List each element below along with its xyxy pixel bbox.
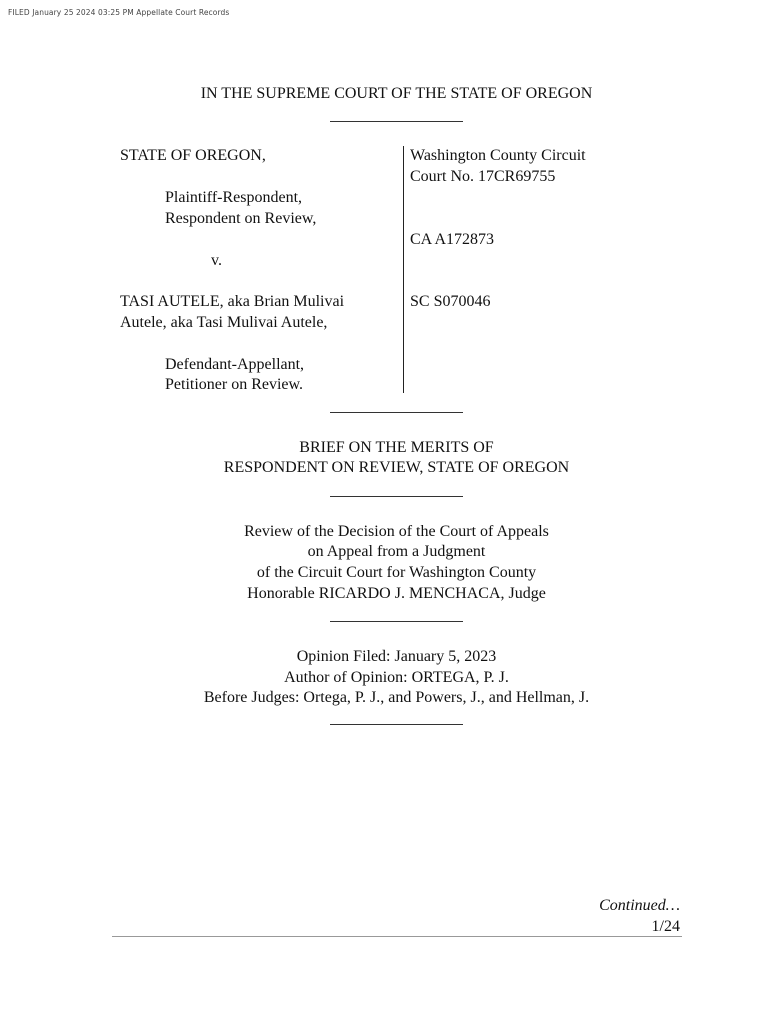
versus: v. xyxy=(211,252,222,269)
review-judge: Honorable RICARDO J. MENCHACA, Judge xyxy=(247,585,546,602)
court-title: IN THE SUPREME COURT OF THE STATE OF OREGON xyxy=(200,85,593,102)
ca-number: CA A172873 xyxy=(410,231,495,248)
divider-rule xyxy=(330,496,463,497)
review-line-1: Review of the Decision of the Court of Appeals xyxy=(244,523,549,540)
divider-rule xyxy=(330,621,463,622)
defendant-name-alias: Autele, aka Tasi Mulivai Autele, xyxy=(120,314,328,331)
opinion-author: Author of Opinion: ORTEGA, P. J. xyxy=(284,669,509,686)
defendant-name: TASI AUTELE, aka Brian Mulivai xyxy=(120,293,345,310)
plaintiff-role-review: Respondent on Review, xyxy=(165,210,317,227)
page-number: 1/24 xyxy=(651,918,680,935)
brief-title-party: RESPONDENT ON REVIEW, STATE OF OREGON xyxy=(223,459,570,476)
sc-number: SC S070046 xyxy=(410,293,491,310)
caption-divider xyxy=(403,146,404,393)
defendant-role-review: Petitioner on Review. xyxy=(165,376,304,393)
continued-note: Continued… xyxy=(599,897,680,914)
filing-stamp: FILED January 25 2024 03:25 PM Appellate Court Records xyxy=(8,8,230,17)
footer-rule xyxy=(112,936,682,937)
plaintiff-role: Plaintiff-Respondent, xyxy=(165,189,303,206)
brief-title: BRIEF ON THE MERITS OF xyxy=(299,439,494,456)
divider-rule xyxy=(330,121,463,122)
divider-rule xyxy=(330,412,463,413)
review-line-2: on Appeal from a Judgment xyxy=(307,543,486,560)
defendant-role: Defendant-Appellant, xyxy=(165,356,305,373)
divider-rule xyxy=(330,724,463,725)
circuit-court: Washington County Circuit xyxy=(410,147,586,164)
opinion-judges: Before Judges: Ortega, P. J., and Powers, J., and Hellman, J. xyxy=(203,689,590,706)
opinion-filed: Opinion Filed: January 5, 2023 xyxy=(296,648,497,665)
circuit-court-number: Court No. 17CR69755 xyxy=(410,168,556,185)
review-line-3: of the Circuit Court for Washington County xyxy=(256,564,537,581)
plaintiff-name: STATE OF OREGON, xyxy=(120,147,266,164)
